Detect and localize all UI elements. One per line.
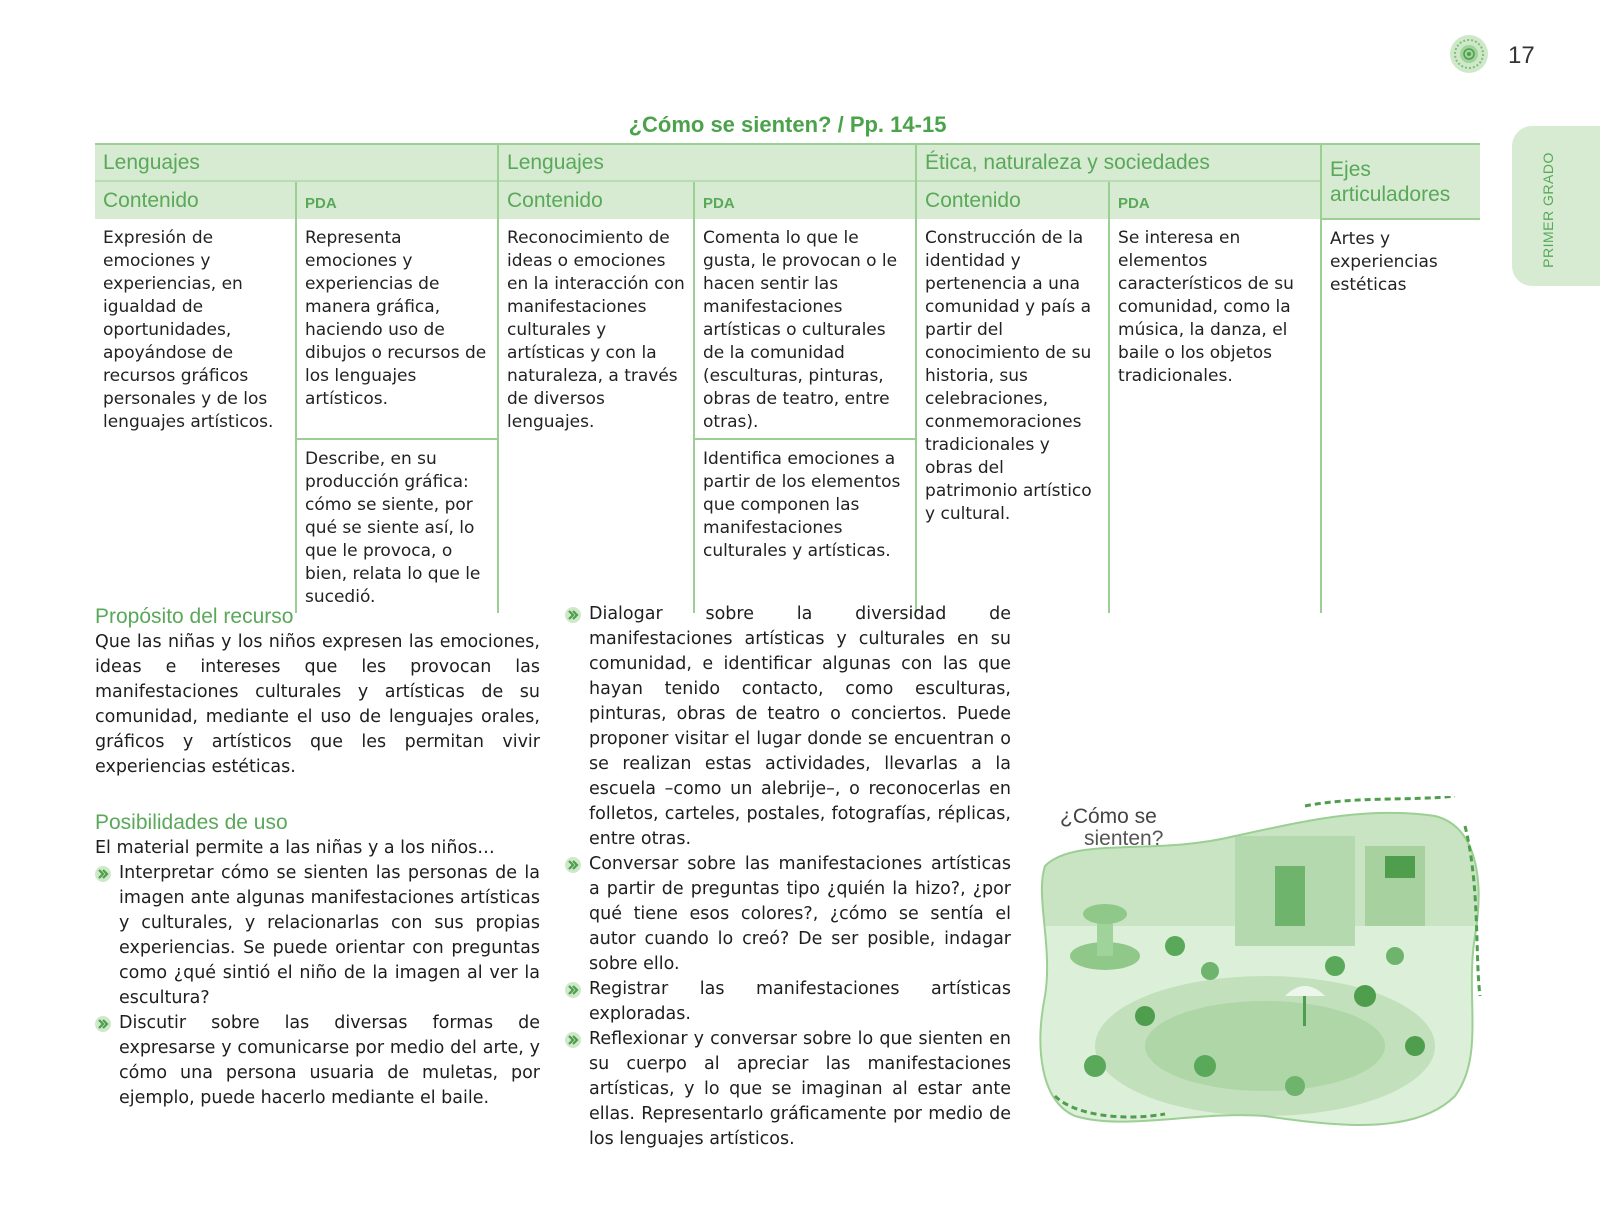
double-chevron-bullet-icon: [95, 1016, 111, 1032]
grade-side-tab-label: PRIMER GRADO: [1540, 152, 1556, 268]
cell-pda-2b: Identifica emociones a partir de los elementos que componen las manifestaciones culturales y artísticas.: [694, 439, 916, 613]
curriculum-table: [95, 143, 1480, 613]
ejes-header: Ejes articuladores: [1321, 144, 1480, 219]
cell-contenido-1: Expresión de emociones y experiencias, en igualdad de oportunidades, apoyándose de recursos gráficos personales y de los lenguajes artísticos.: [103, 228, 274, 432]
sun-emblem-icon: [1449, 34, 1489, 74]
list-item: Conversar sobre las manifestaciones artísticas a partir de preguntas tipo ¿quién la hizo?, ¿por qué tiene esos colores?, ¿cómo se sentía el autor cuando lo creó? De ser posible, indagar sobre ello.: [565, 852, 1011, 977]
group-header-etica: Ética, naturaleza y sociedades: [916, 144, 1321, 181]
subheader-contenido: Contenido: [916, 181, 1109, 219]
list-item: Reflexionar y conversar sobre lo que sienten en su cuerpo al apreciar las manifestaciones artísticas, y lo que se imaginan al estar ante ellas. Representarlo gráficamente por medio de los lenguajes artísticos.: [565, 1027, 1011, 1152]
subheader-contenido: Contenido: [498, 181, 694, 219]
double-chevron-bullet-icon: [95, 866, 111, 882]
cell-pda-2a: Comenta lo que le gusta, le provocan o le hacen sentir las manifestaciones artísticas o culturales de la comunidad (esculturas, pinturas, obras de teatro, entre otras).: [694, 219, 916, 439]
list-item: Registrar las manifestaciones artísticas exploradas.: [565, 977, 1011, 1027]
posibilidades-list: [95, 861, 540, 1111]
list-item: Discutir sobre las diversas formas de expresarse y comunicarse por medio del arte, y cómo una persona usuaria de muletas, por ejemplo, puede hacerlo mediante el baile.: [95, 1011, 540, 1111]
subheader-contenido: Contenido: [95, 181, 296, 219]
illustration-title: ¿Cómo se sienten?: [1060, 805, 1164, 850]
group-header-lenguajes-1: Lenguajes: [95, 144, 498, 181]
activities-list: [565, 602, 1011, 1152]
double-chevron-bullet-icon: [565, 982, 581, 998]
subheader-pda: PDA: [1109, 181, 1321, 219]
double-chevron-bullet-icon: [565, 857, 581, 873]
cell-contenido-2: Reconocimiento de ideas o emociones en la interacción con manifestaciones culturales y artísticas y con la naturaleza, a través de diversos lenguajes.: [498, 219, 694, 613]
proposito-heading: Propósito del recurso: [95, 605, 294, 628]
group-header-lenguajes-2: Lenguajes: [498, 144, 916, 181]
double-chevron-bullet-icon: [565, 1032, 581, 1048]
double-chevron-bullet-icon: [565, 607, 581, 623]
table-title: ¿Cómo se sienten? / Pp. 14-15: [628, 112, 947, 137]
cell-contenido-3: Construcción de la identidad y pertenencia a una comunidad y país a partir del conocimiento de su historia, sus celebraciones, conmemoraciones tradicionales y obras del patrimonio artístico y cultural.: [916, 219, 1109, 613]
subheader-pda: PDA: [296, 181, 498, 219]
cell-pda-3: Se interesa en elementos característicos de su comunidad, como la música, la danza, el baile o los objetos tradicionales.: [1109, 219, 1321, 613]
posibilidades-intro: El material permite a las niñas y a los niños…: [95, 838, 495, 858]
list-item: Dialogar sobre la diversidad de manifestaciones artísticas y culturales en su comunidad, e identificar algunas con las que hayan tenido contacto, como esculturas, pinturas, obras de teatro o conciertos. Puede proponer visitar el lugar donde se encuentran o se realizan estas actividades, llevarlas a la escuela –como un alebrije–, o reconocerlas en folletos, carteles, postales, fotografías, réplicas, entre otras.: [565, 602, 1011, 852]
left-column: [95, 604, 540, 1111]
posibilidades-heading: Posibilidades de uso: [95, 811, 288, 834]
page-number: 17: [1508, 42, 1535, 69]
proposito-text: Que las niñas y los niños expresen las emociones, ideas e intereses que les provocan las manifestaciones culturales y artísticas de su comunidad, mediante el uso de lenguajes orales, gráficos y artísticos que les permitan vivir experiencias estéticas.: [95, 632, 540, 777]
middle-column: [565, 602, 1011, 1152]
cell-ejes: Artes y experiencias estéticas: [1321, 219, 1480, 613]
cell-pda-1b: Describe, en su producción gráfica: cómo se siente, por qué se siente así, lo que le provoca, o bien, relata lo que le sucedió.: [296, 439, 498, 613]
cell-pda-1a: Representa emociones y experiencias de manera gráfica, haciendo uso de dibujos o recursos de los lenguajes artísticos.: [296, 219, 498, 439]
subheader-pda: PDA: [694, 181, 916, 219]
list-item: Interpretar cómo se sienten las personas de la imagen ante algunas manifestaciones artísticas y culturales, y relacionarlas con sus propias experiencias. Se puede orientar con preguntas como ¿qué sintió el niño de la imagen al ver la escultura?: [95, 861, 540, 1011]
